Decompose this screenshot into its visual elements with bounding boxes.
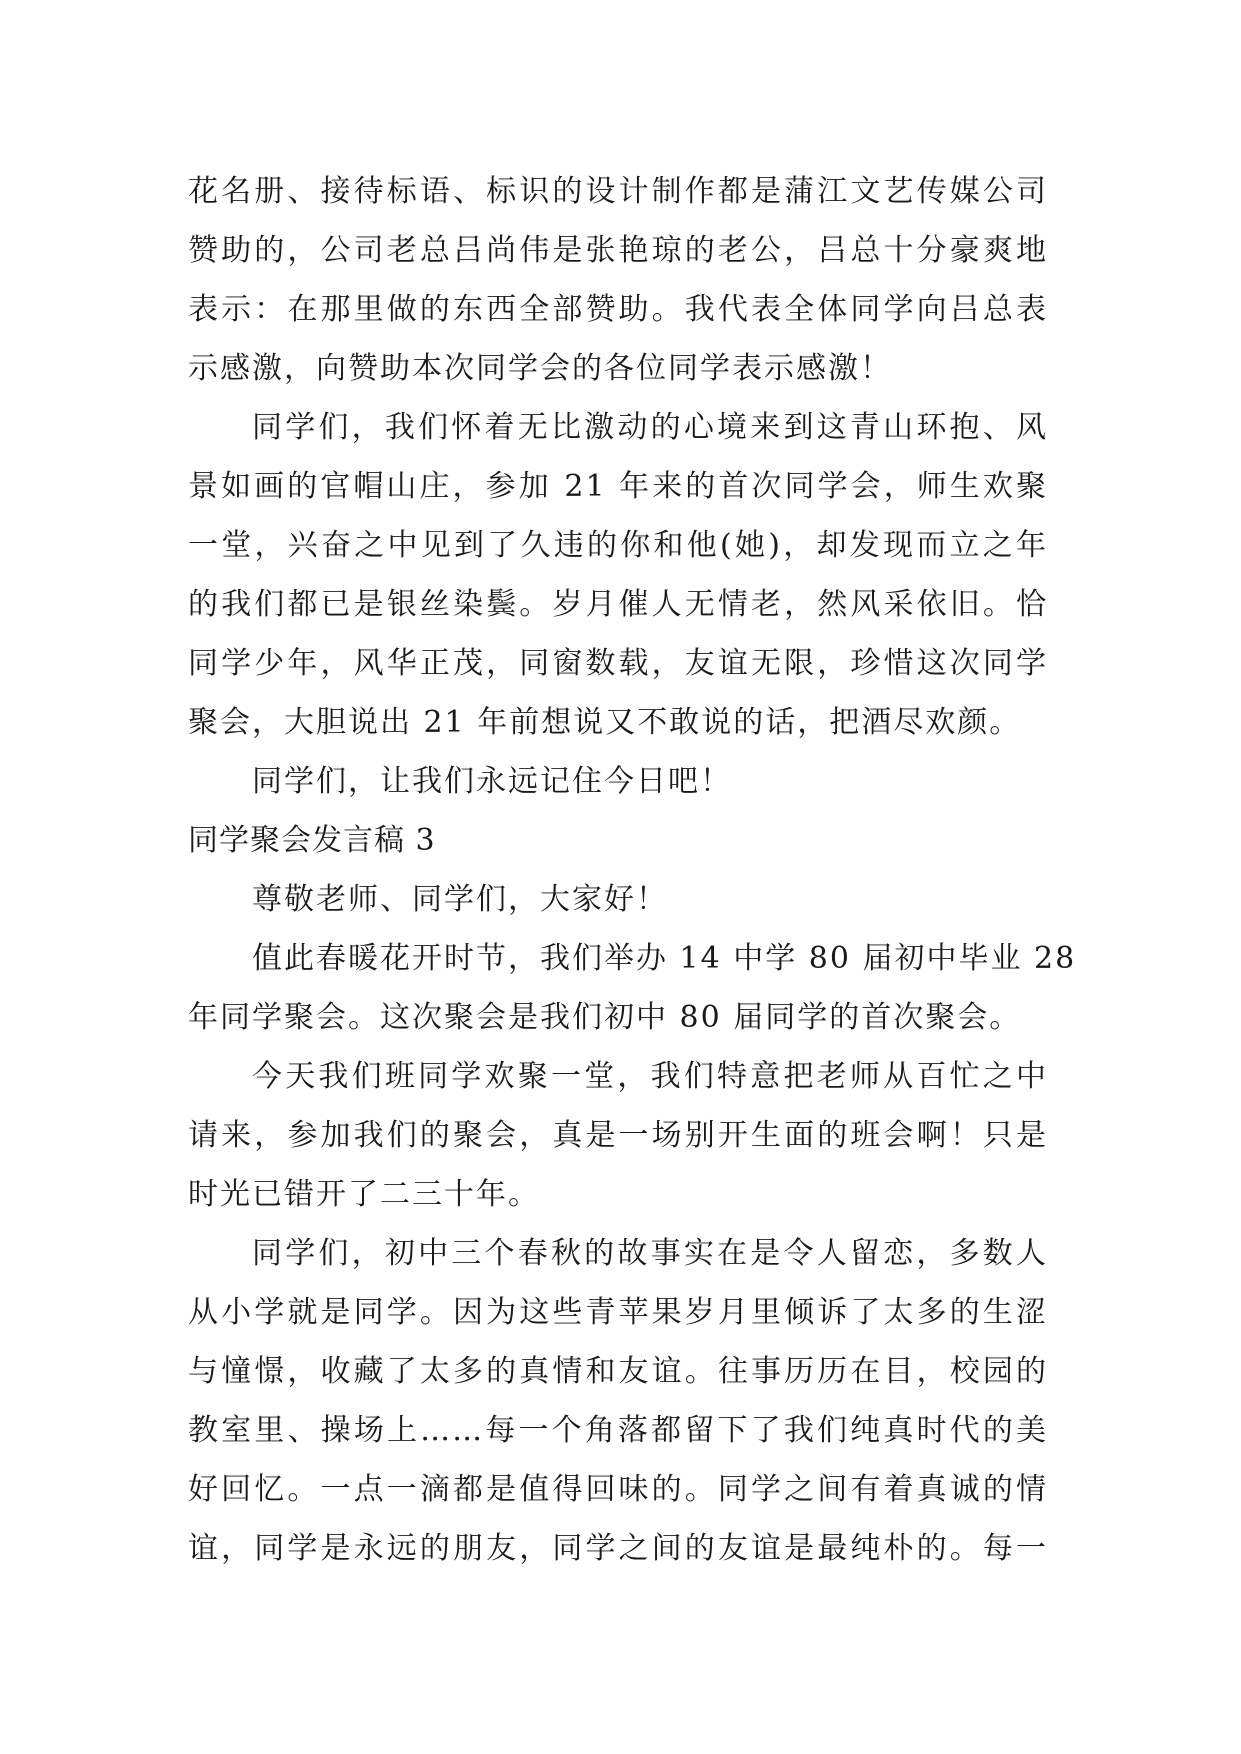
paragraph-line: 聚会，大胆说出 21 年前想说又不敢说的话，把酒尽欢颜。 — [188, 705, 1022, 740]
paragraph-line: 花名册、接待标语、标识的设计制作都是蒲江文艺传媒公司 — [188, 174, 1048, 209]
salutation-line: 尊敬老师、同学们，大家好！ — [252, 882, 668, 917]
paragraph-line: 同学们，让我们永远记住今日吧！ — [252, 764, 732, 799]
paragraph-line: 同学少年，风华正茂，同窗数载，友谊无限，珍惜这次同学 — [188, 646, 1048, 681]
paragraph-line: 示感激，向赞助本次同学会的各位同学表示感激！ — [188, 351, 892, 386]
paragraph-line: 一堂，兴奋之中见到了久违的你和他(她)，却发现而立之年 — [188, 528, 1048, 563]
paragraph-line: 值此春暖花开时节，我们举办 14 中学 80 届初中毕业 28 — [252, 941, 1077, 976]
document-body — [188, 162, 1077, 1578]
paragraph-line: 表示：在那里做的东西全部赞助。我代表全体同学向吕总表 — [188, 292, 1048, 327]
paragraph-line: 时光已错开了二三十年。 — [188, 1177, 540, 1212]
paragraph-line: 谊，同学是永远的朋友，同学之间的友谊是最纯朴的。每一 — [188, 1531, 1048, 1566]
paragraph-line: 景如画的官帽山庄，参加 21 年来的首次同学会，师生欢聚 — [188, 469, 1048, 504]
paragraph-line: 同学们，我们怀着无比激动的心境来到这青山环抱、风 — [252, 410, 1048, 445]
paragraph-line: 教室里、操场上……每一个角落都留下了我们纯真时代的美 — [188, 1413, 1048, 1448]
paragraph-line: 请来，参加我们的聚会，真是一场别开生面的班会啊！只是 — [188, 1118, 1048, 1153]
paragraph-line: 与憧憬，收藏了太多的真情和友谊。往事历历在目，校园的 — [188, 1354, 1048, 1389]
paragraph-line: 同学们，初中三个春秋的故事实在是令人留恋，多数人 — [252, 1236, 1048, 1271]
paragraph-line: 从小学就是同学。因为这些青苹果岁月里倾诉了太多的生涩 — [188, 1295, 1048, 1330]
paragraph-line: 赞助的，公司老总吕尚伟是张艳琼的老公，吕总十分豪爽地 — [188, 233, 1048, 268]
section-heading: 同学聚会发言稿 3 — [188, 823, 436, 858]
paragraph-line: 的我们都已是银丝染鬓。岁月催人无情老，然风采依旧。恰 — [188, 587, 1048, 622]
paragraph-line: 好回忆。一点一滴都是值得回味的。同学之间有着真诚的情 — [188, 1472, 1048, 1507]
paragraph-line: 年同学聚会。这次聚会是我们初中 80 届同学的首次聚会。 — [188, 1000, 1022, 1035]
paragraph-line: 今天我们班同学欢聚一堂，我们特意把老师从百忙之中 — [252, 1059, 1048, 1094]
